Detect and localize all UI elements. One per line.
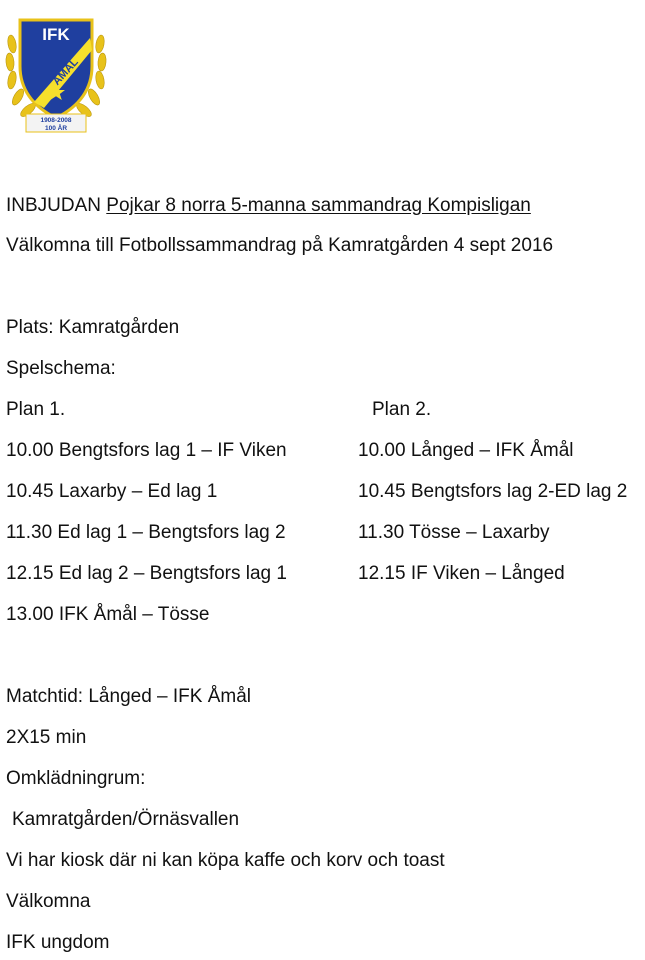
- svg-text:ÅMÅL: ÅMÅL: [50, 56, 81, 88]
- duration-line: 2X15 min: [6, 727, 87, 748]
- farewell-line: Välkomna: [6, 891, 91, 912]
- ifk-amal-crest-logo: [4, 4, 108, 136]
- plan1-match: 12.15 Ed lag 2 – Bengtsfors lag 1: [6, 563, 287, 584]
- plan1-match: 13.00 IFK Åmål – Tösse: [6, 604, 210, 625]
- plan2-label: Plan 2.: [372, 399, 432, 420]
- heading-prefix: INBJUDAN: [6, 195, 107, 216]
- plan1-match: 11.30 Ed lag 1 – Bengtsfors lag 2: [6, 522, 286, 543]
- kiosk-line: Vi har kiosk där ni kan köpa kaffe och korv och toast: [6, 850, 445, 871]
- place-line: Plats: Kamratgården: [6, 317, 180, 338]
- heading-title: Pojkar 8 norra 5-manna sammandrag Kompisligan: [106, 195, 531, 216]
- svg-text:1908-2008: 1908-2008: [40, 117, 72, 124]
- plan2-match: 12.15 IF Viken – Långed: [358, 563, 565, 584]
- plan2-match: 10.00 Långed – IFK Åmål: [358, 440, 574, 461]
- plan2-match: 11.30 Tösse – Laxarby: [358, 522, 550, 543]
- invitation-heading: [6, 194, 531, 218]
- svg-text:100 ÅR: 100 ÅR: [44, 125, 68, 132]
- plan1-label: Plan 1.: [6, 399, 66, 420]
- changing-room-value: Kamratgården/Örnäsvallen: [12, 809, 240, 830]
- signature-line: IFK ungdom: [6, 932, 110, 953]
- schedule-label: Spelschema:: [6, 358, 116, 379]
- changing-room-label: Omklädningrum:: [6, 768, 146, 789]
- plan1-match: 10.45 Laxarby – Ed lag 1: [6, 481, 218, 502]
- match-time-line: Matchtid: Långed – IFK Åmål: [6, 686, 252, 707]
- welcome-line: Välkomna till Fotbollssammandrag på Kamratgården 4 sept 2016: [6, 235, 554, 256]
- plan2-match: 10.45 Bengtsfors lag 2-ED lag 2: [358, 481, 628, 502]
- svg-text:IFK: IFK: [42, 25, 70, 44]
- plan1-match: 10.00 Bengtsfors lag 1 – IF Viken: [6, 440, 287, 461]
